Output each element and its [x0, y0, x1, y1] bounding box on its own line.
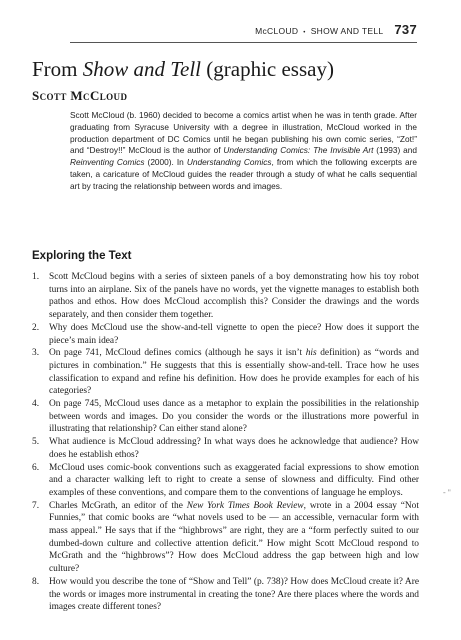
bio-text-2: (1993) and: [373, 145, 417, 156]
question-text: On page 745, McCloud uses dance as a metaphor to explain the possibilities in the relationship between words and images. Do you consider the words or the illustrations more powerful in illustrating that relationship? Can either stand alone?: [49, 399, 419, 435]
bio-text-3: (2000). In: [144, 157, 187, 168]
question-list: [32, 271, 419, 614]
question-item: [32, 462, 419, 500]
question-text: On page 741, McCloud defines comics (although he says it isn’t: [49, 348, 306, 359]
header-rule: [70, 42, 417, 43]
question-item: [32, 576, 419, 614]
running-head-author: McCLOUD: [255, 26, 299, 36]
question-text: McCloud uses comic-book conventions such as exaggerated facial expressions to show emotion and a character walking left to right to create a sense of slowness and difficulty. Find other examples of these conventions, and compare them to the conventions of language he employs.: [49, 462, 419, 498]
question-number: 1.: [32, 272, 40, 282]
question-text: Charles McGrath, an editor of the: [49, 500, 187, 511]
question-item: [32, 436, 419, 461]
question-text: , wrote in a 2004 essay “Not Funnies,” that comic books are “what novels used to be — an accessible, vernacular form with mass appeal.” He says that if the “highbrows” are right, they are a “form perfectly suited to our dumbed-down culture and collective attention deficit.” How might Scott McCloud respond to McGrath and the “highbrows”? How does McCloud address the gap between high and low culture?: [49, 500, 419, 575]
author-name: Scott McCloud: [32, 88, 128, 103]
question-text: What audience is McCloud addressing? In what ways does he acknowledge that audience? How does he establish ethos?: [49, 437, 419, 460]
bio-book-1: Understanding Comics: The Invisible Art: [223, 145, 374, 156]
section-heading: Exploring the Text: [32, 250, 132, 262]
title-prefix: From: [32, 57, 83, 81]
question-item: [32, 322, 419, 347]
running-head: [255, 22, 417, 37]
question-number: 7.: [32, 500, 40, 511]
question-text: definition) as “words and pictures in combination.” He suggests that this is essentially show-and-tell. Trace how he uses classification to expand and refine his definition. How does he provide examples for each of his categories?: [49, 348, 419, 397]
question-text: Scott McCloud begins with a series of sixteen panels of a boy demonstrating how his toy robot turns into an airplane. Six of the panels have no words, yet the vignette manages to establish both pathos and ethos. How does McCloud accomplish this? Consider the drawings and the words separately, and then consider them together.: [49, 272, 419, 321]
question-item: [32, 271, 419, 322]
question-number: 4.: [32, 399, 40, 410]
question-text: How would you describe the tone of “Show and Tell” (p. 738)? How does McCloud create it? Are the words or images more instrumental in creating the tone? Are there places where the words and images create different tones?: [49, 576, 419, 613]
bio-text-4: , from which the following excerpts are taken, a caricature of McCloud guides the reader through a study of what he calls sequential art by tracing the relationship between words and images.: [70, 157, 418, 191]
question-number: 3.: [32, 348, 40, 359]
question-item: [32, 398, 419, 436]
question-text: Why does McCloud use the show-and-tell vignette to open the piece? How does it support the piece’s main idea?: [49, 322, 419, 346]
title-italic: Show and Tell: [82, 57, 202, 81]
essay-title: [32, 57, 334, 82]
page-number: 737: [394, 22, 417, 37]
title-suffix: (graphic essay): [201, 57, 334, 81]
question-number: 5.: [32, 437, 40, 448]
question-emphasis: his: [305, 348, 317, 359]
question-number: 6.: [32, 462, 40, 473]
question-number: 8.: [32, 576, 40, 587]
question-item: [32, 500, 419, 576]
bio-book-3: Understanding Comics: [186, 157, 272, 168]
question-emphasis: New York Times Book Review: [186, 500, 304, 511]
margin-mark: - ": [443, 488, 451, 497]
question-item: [32, 347, 419, 398]
running-head-separator: •: [303, 30, 306, 36]
question-number: 2.: [32, 322, 40, 333]
bio-book-2: Reinventing Comics: [70, 157, 145, 168]
author-bio: [70, 110, 417, 193]
bio-text-1: Scott McCloud (b. 1960) decided to become a comics artist when he was in tenth grade. After graduating from Syracuse University with a degree in illustration, McCloud worked in the production department of DC Comics until he began publishing his own comic series, “Zot!” and “Destroy!!” McCloud is the author of: [70, 110, 417, 156]
running-head-section: SHOW AND TELL: [310, 26, 384, 36]
